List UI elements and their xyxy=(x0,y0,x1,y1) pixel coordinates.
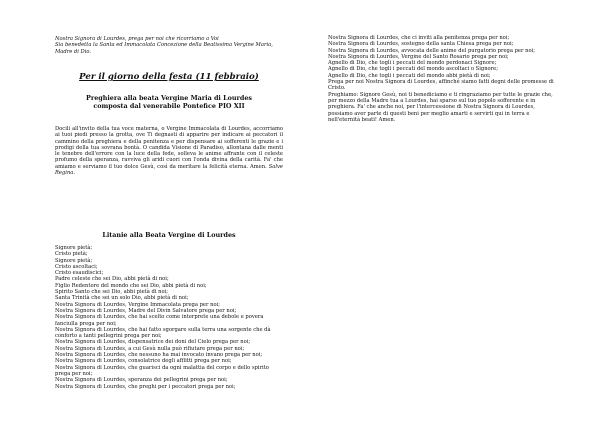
litany-line: Nostra Signora di Lourdes, che preghi per i peccatori prega per noi; xyxy=(55,383,236,390)
litany-line: Padre celeste che sei Dio, abbi pietà di noi; xyxy=(55,276,169,283)
litany-line: Nostra Signora di Lourdes, sostegno della santa Chiesa prega per noi; xyxy=(328,41,514,48)
litany-line: Nostra Signora di Lourdes, che guarisci da ogni malattia del corpo e dello spirito prega per noi; xyxy=(55,364,269,377)
litany-line: Nostra Signora di Lourdes, che nessuno ha mai invocato invano prega per noi; xyxy=(55,352,263,359)
intro-line-2: Sia benedetta la Santa ed Immacolata Concezione della Beatissima Vergine Maria, xyxy=(55,42,273,49)
litany-line: Nostra Signora di Lourdes, che hai fatto sgorgare sulla terra una sorgente che dà conforto a tanti pellegrini prega per noi; xyxy=(55,326,271,340)
litany-line: Nostra Signora di Lourdes, avvocata delle anime del purgatorio prega per noi; xyxy=(328,47,535,54)
litany-left-list xyxy=(55,245,283,390)
litany-line: Nostra Signora di Lourdes, dispensatrice dei doni del Cielo prega per noi; xyxy=(55,339,251,346)
litany-title: Litanie alla Beata Vergine di Lourdes xyxy=(102,231,236,239)
litany-line: Signore pietà; xyxy=(55,257,93,264)
litany-line: Agnello di Dio, che togli i peccati del mondo perdonaci Signore; xyxy=(328,60,497,67)
prayer-title: Preghiera alla beata Vergine Maria di Lourdes composta dal venerabile Pontefice PIO XII xyxy=(86,94,252,111)
litany-line: Prega per noi Nostra Signora di Lourdes, affinché siamo fatti degni delle promesse di Cristo. xyxy=(328,79,554,92)
intro-block xyxy=(55,36,283,55)
litany-line: Nostra Signora di Lourdes, Madre del Divin Salvatore prega per noi; xyxy=(55,307,237,314)
litany-line: Nostra Signora di Lourdes, che ci inviti alla penitenza prega per noi; xyxy=(328,35,510,41)
litany-line: Agnello di Dio, che togli i peccati del mondo ascoltaci o Signore; xyxy=(328,66,498,73)
litany-line: Nostra Signora di Lourdes, Vergine del Santo Rosario prega per noi; xyxy=(328,53,509,60)
prayer-text: Docili all'invito della tua voce materna, o Vergine Immacolata di Lourdes, accorriamo ai tuoi piedi presso la grotta, ove Ti degnasti di apparire per indicare ai peccatori il cammino della preghiera e della penitenza e per dispensare ai sofferenti le grazie e i prodigi della tua sovrana bontà. O candida Visione di Paradiso, allontana dalle menti le tenebre dell'errore con la luce della fede, solleva le anime affrante con il celeste profumo della speranza, ravviva gli aridi cuori con l'onda divina della carità. Fa' che amiamo e serviamo il tuo dolce Gesù, così da meritare la felicità eterna. Amen. xyxy=(55,126,283,170)
litany-line: Cristo pietà; xyxy=(55,251,88,258)
litany-line: Cristo ascoltaci; xyxy=(55,263,98,270)
litany-line: Figlio Redentore del mondo che sei Dio, abbi pietà di noi; xyxy=(55,282,207,289)
prayer-text-block xyxy=(55,126,283,176)
litany-line: Nostra Signora di Lourdes, a cui Gesù nulla può rifiutare prega per noi; xyxy=(55,345,245,352)
litany-line: Nostra Signora di Lourdes, che hai scelto come interprete una debole e povera fanciulla prega per noi; xyxy=(55,314,264,327)
litany-line: Signore pietà; xyxy=(55,245,93,251)
litany-line: Nostra Signora di Lourdes, speranza dei pellegrini prega per noi; xyxy=(55,377,228,384)
intro-line-1: Nostra Signora di Lourdes, prega per noi che ricorriamo a Voi xyxy=(55,36,219,42)
closing-prayer: Preghiamo: Signore Gesù, noi ti benediciamo e ti ringraziamo per tutte le grazie che, per mezzo della Madre tua a Lourdes, hai sparso sul tuo popolo sofferente e in preghiera. Fa' che anche noi, per l'intercessione di Nostra Signora di Lourdes, possiamo aver parte di questi beni per meglio amarti e servirti qui in terra e nell'eternità beati! Amen. xyxy=(328,91,553,123)
feast-heading: Per il giorno della festa (11 febbraio) xyxy=(79,72,259,82)
litany-line: Santa Trinità che sei un solo Dio, abbi pietà di noi; xyxy=(55,295,189,302)
litany-line: Nostra Signora di Lourdes, consolatrice degli afflitti prega per noi; xyxy=(55,358,232,365)
prayer-closing: Salve Regina. xyxy=(55,163,283,177)
litany-line: Spirito Santo che sei Dio, abbi pietà di noi; xyxy=(55,289,169,296)
intro-line-3: Madre di Dio. xyxy=(55,48,92,55)
litany-line: Nostra Signora di Lourdes, Vergine Immacolata prega per noi; xyxy=(55,301,220,308)
litany-line: Cristo esaudiscici; xyxy=(55,270,104,277)
litany-line: Agnello di Dio, che togli i peccati del mondo abbi pietà di noi; xyxy=(328,72,491,79)
litany-right-list xyxy=(328,35,560,123)
